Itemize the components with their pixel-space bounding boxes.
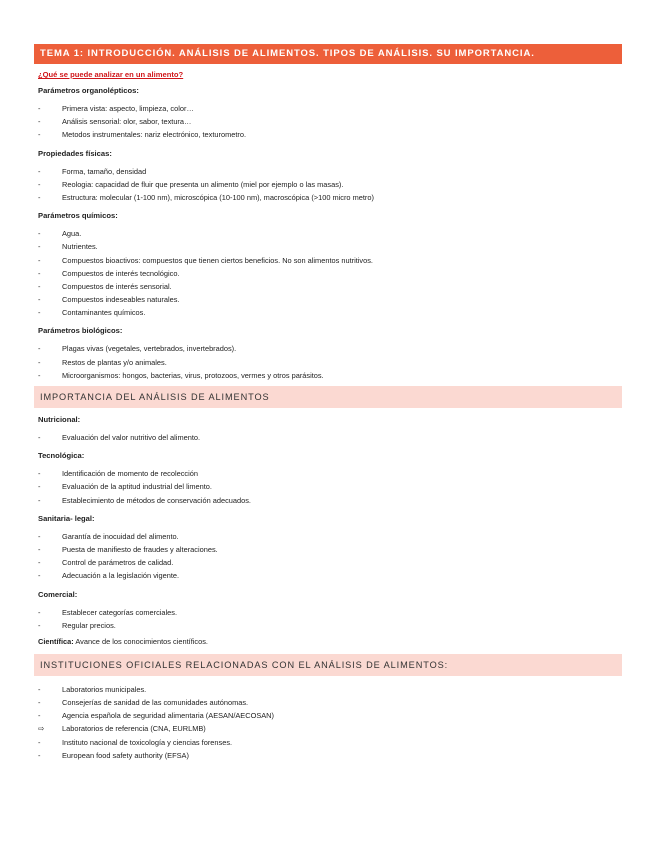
bullet-icon: - bbox=[38, 684, 41, 694]
list-item bbox=[38, 683, 622, 696]
list-item bbox=[38, 556, 622, 569]
list-item-text: Consejerías de sanidad de las comunidades autónomas. bbox=[62, 698, 249, 708]
list-item-text: Identificación de momento de recolección bbox=[62, 469, 198, 479]
physical-heading: Propiedades físicas: bbox=[38, 148, 112, 158]
bullet-icon: - bbox=[38, 357, 41, 367]
list-item-text: Laboratorios municipales. bbox=[62, 684, 147, 694]
list-item-text: Agencia española de seguridad alimentaria (AESAN/AECOSAN) bbox=[62, 711, 274, 721]
chemical-heading: Parámetros químicos: bbox=[38, 211, 118, 221]
list-item bbox=[38, 431, 622, 444]
list-item bbox=[38, 709, 622, 722]
list-item bbox=[38, 254, 622, 267]
bullet-icon: - bbox=[38, 179, 41, 189]
list-item bbox=[38, 606, 622, 619]
technological-list bbox=[34, 467, 622, 507]
list-item bbox=[38, 240, 622, 253]
bullet-icon: - bbox=[38, 344, 41, 354]
list-item bbox=[38, 494, 622, 507]
list-item bbox=[38, 356, 622, 369]
list-item bbox=[38, 722, 622, 735]
list-item bbox=[38, 749, 622, 762]
bullet-icon: - bbox=[38, 166, 41, 176]
arrow-bullet-icon: ⇨ bbox=[38, 724, 45, 734]
bullet-icon: - bbox=[38, 255, 41, 265]
bullet-icon: - bbox=[38, 737, 41, 747]
biological-heading: Parámetros biológicos: bbox=[38, 326, 123, 336]
bullet-icon: - bbox=[38, 295, 41, 305]
list-item-text: Establecer categorías comerciales. bbox=[62, 607, 178, 617]
physical-list bbox=[34, 165, 622, 205]
list-item-text: Compuestos indeseables naturales. bbox=[62, 295, 180, 305]
nutritional-heading: Nutricional: bbox=[38, 415, 81, 424]
document-title: TEMA 1: INTRODUCCIÓN. ANÁLISIS DE ALIMENTOS. TIPOS DE ANÁLISIS. SU IMPORTANCIA. bbox=[34, 44, 622, 64]
list-item-text: Análisis sensorial: olor, sabor, textura… bbox=[62, 117, 192, 127]
question-heading: ¿Qué se puede analizar en un alimento? bbox=[38, 70, 184, 79]
list-item bbox=[38, 191, 622, 204]
list-item bbox=[38, 369, 622, 382]
bullet-icon: - bbox=[38, 495, 41, 505]
bullet-icon: - bbox=[38, 308, 41, 318]
bullet-icon: - bbox=[38, 711, 41, 721]
bullet-icon: - bbox=[38, 531, 41, 541]
commercial-heading: Comercial: bbox=[38, 589, 78, 599]
list-item-text: Restos de plantas y/o animales. bbox=[62, 357, 167, 367]
commercial-list bbox=[34, 606, 622, 632]
list-item-text: Laboratorios de referencia (CNA, EURLMB) bbox=[62, 724, 206, 734]
list-item-text: Primera vista: aspecto, limpieza, color… bbox=[62, 104, 194, 113]
list-item bbox=[38, 342, 622, 355]
list-item-text: Metodos instrumentales: nariz electrónico, texturometro. bbox=[62, 130, 247, 140]
list-item bbox=[38, 128, 622, 141]
organoleptic-heading: Parámetros organolépticos: bbox=[38, 86, 139, 95]
sanitary-legal-heading: Sanitaria- legal: bbox=[38, 513, 95, 523]
sanitary-legal-list bbox=[34, 530, 622, 583]
bullet-icon: - bbox=[38, 620, 41, 630]
list-item-text: European food safety authority (EFSA) bbox=[62, 750, 189, 760]
list-item bbox=[38, 102, 622, 115]
list-item bbox=[38, 480, 622, 493]
list-item bbox=[38, 467, 622, 480]
institutions-section-title: INSTITUCIONES OFICIALES RELACIONADAS CON EL ANÁLISIS DE ALIMENTOS: bbox=[34, 654, 622, 676]
scientific-text: Avance de los conocimientos científicos. bbox=[75, 636, 208, 646]
list-item bbox=[38, 267, 622, 280]
list-item-text: Control de parámetros de calidad. bbox=[62, 558, 174, 568]
list-item-text: Garantía de inocuidad del alimento. bbox=[62, 531, 179, 541]
bullet-icon: - bbox=[38, 469, 41, 479]
list-item bbox=[38, 736, 622, 749]
list-item-text: Establecimiento de métodos de conservación adecuados. bbox=[62, 495, 251, 505]
scientific-label: Científica: bbox=[38, 636, 74, 646]
list-item bbox=[38, 696, 622, 709]
list-item-text: Regular precios. bbox=[62, 620, 116, 630]
list-item-text: Contaminantes químicos. bbox=[62, 308, 146, 318]
list-item bbox=[38, 178, 622, 191]
list-item-text: Evaluación del valor nutritivo del alimento. bbox=[62, 433, 201, 442]
bullet-icon: - bbox=[38, 130, 41, 140]
nutritional-list bbox=[34, 431, 622, 444]
list-item bbox=[38, 227, 622, 240]
importance-section-title: IMPORTANCIA DEL ANÁLISIS DE ALIMENTOS bbox=[34, 386, 622, 408]
list-item-text: Agua. bbox=[62, 229, 82, 239]
bullet-icon: - bbox=[38, 192, 41, 202]
bullet-icon: - bbox=[38, 370, 41, 380]
bullet-icon: - bbox=[38, 698, 41, 708]
list-item-text: Adecuación a la legislación vigente. bbox=[62, 571, 180, 581]
list-item bbox=[38, 115, 622, 128]
list-item-text: Compuestos de interés sensorial. bbox=[62, 281, 172, 291]
list-item-text: Estructura: molecular (1-100 nm), microscópica (10-100 nm), macroscópica (>100 micro metro) bbox=[62, 192, 374, 202]
list-item-text: Puesta de manifiesto de fraudes y alteraciones. bbox=[62, 544, 218, 554]
bullet-icon: - bbox=[38, 750, 41, 760]
list-item-text: Evaluación de la aptitud industrial del limento. bbox=[62, 482, 212, 492]
list-item-text: Plagas vivas (vegetales, vertebrados, invertebrados). bbox=[62, 344, 237, 354]
bullet-icon: - bbox=[38, 229, 41, 239]
list-item bbox=[38, 293, 622, 306]
list-item-text: Instituto nacional de toxicología y ciencias forenses. bbox=[62, 737, 233, 747]
list-item bbox=[38, 619, 622, 632]
list-item-text: Nutrientes. bbox=[62, 242, 98, 252]
bullet-icon: - bbox=[38, 433, 41, 442]
bullet-icon: - bbox=[38, 268, 41, 278]
list-item-text: Compuestos bioactivos: compuestos que tienen ciertos beneficios. No son alimentos nutritivos. bbox=[62, 255, 373, 265]
bullet-icon: - bbox=[38, 607, 41, 617]
list-item-text: Reologia: capacidad de fluir que presenta un alimento (miel por ejemplo o las masas). bbox=[62, 179, 344, 189]
list-item bbox=[38, 543, 622, 556]
bullet-icon: - bbox=[38, 558, 41, 568]
organoleptic-list bbox=[34, 102, 622, 142]
list-item-text: Microorganismos: hongos, bacterias, virus, protozoos, vermes y otros parásitos. bbox=[62, 370, 324, 380]
list-item bbox=[38, 569, 622, 582]
list-item-text: Forma, tamaño, densidad bbox=[62, 166, 147, 176]
bullet-icon: - bbox=[38, 482, 41, 492]
chemical-list bbox=[34, 227, 622, 319]
biological-list bbox=[34, 342, 622, 382]
list-item bbox=[38, 306, 622, 319]
bullet-icon: - bbox=[38, 117, 41, 127]
bullet-icon: - bbox=[38, 104, 41, 113]
bullet-icon: - bbox=[38, 281, 41, 291]
list-item bbox=[38, 280, 622, 293]
scientific-line bbox=[38, 636, 622, 648]
list-item bbox=[38, 530, 622, 543]
bullet-icon: - bbox=[38, 544, 41, 554]
document-page bbox=[34, 44, 622, 762]
bullet-icon: - bbox=[38, 242, 41, 252]
list-item bbox=[38, 165, 622, 178]
list-item-text: Compuestos de interés tecnológico. bbox=[62, 268, 180, 278]
technological-heading: Tecnológica: bbox=[38, 451, 85, 461]
institutions-list bbox=[34, 683, 622, 762]
bullet-icon: - bbox=[38, 571, 41, 581]
